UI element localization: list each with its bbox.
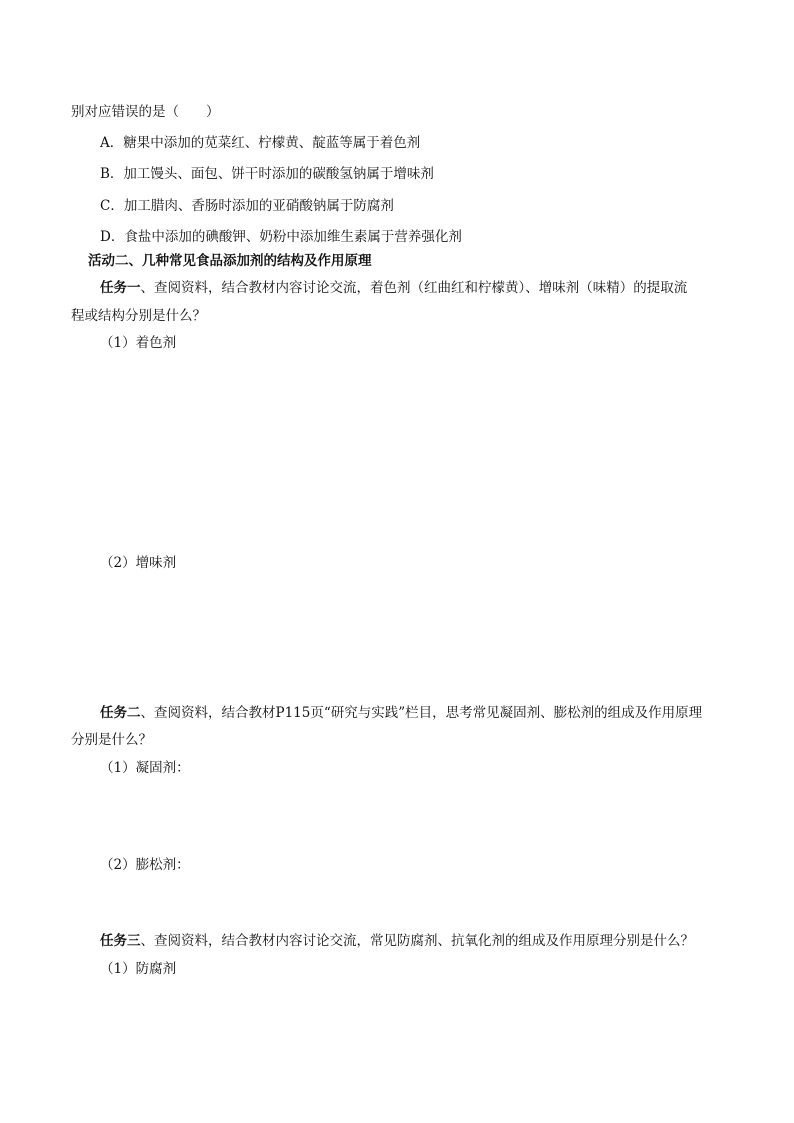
task2-line1: [100, 704, 702, 722]
task1-line1: [100, 279, 687, 297]
task3-text: 、查阅资料，结合教材内容讨论交流，常见防腐剂、抗氧化剂的组成及作用原理分别是什么？: [140, 933, 694, 949]
activity-title: 活动二、几种常见食品添加剂的结构及作用原理: [88, 253, 372, 269]
task1-text: 、查阅资料，结合教材内容讨论交流，着色剂（红曲红和柠檬黄）、增味剂（味精）的提取流: [140, 280, 688, 296]
option-b: B．加工馒头、面包、饼干时添加的碳酸氢钠属于增味剂: [100, 166, 434, 182]
option-a: A．糖果中添加的苋菜红、柠檬黄、靛蓝等属于着色剂: [100, 135, 421, 151]
task1-item2: （2）增味剂: [100, 555, 177, 571]
option-c: C．加工腊肉、香肠时添加的亚硝酸钠属于防腐剂: [100, 198, 394, 214]
task1-label: 任务一: [100, 280, 141, 296]
task2-item1: （1）凝固剂：: [100, 760, 190, 776]
task2-label: 任务二: [100, 705, 141, 721]
task2-line2: 分别是什么？: [71, 732, 152, 748]
task2-text: 、查阅资料，结合教材P115页“研究与实践”栏目，思考常见凝固剂、膨松剂的组成及作用原理: [140, 705, 703, 721]
question-stem-tail: 别对应错误的是（ ）: [71, 104, 220, 120]
task1-item1: （1）着色剂: [100, 335, 177, 351]
task3-item1: （1）防腐剂: [100, 961, 177, 977]
task2-item2: （2）膨松剂：: [100, 857, 190, 873]
task1-line2: 程或结构分别是什么？: [71, 308, 206, 324]
task3-line1: [100, 932, 694, 950]
task3-label: 任务三: [100, 933, 141, 949]
option-d: D．食盐中添加的碘酸钾、奶粉中添加维生素属于营养强化剂: [100, 229, 462, 245]
